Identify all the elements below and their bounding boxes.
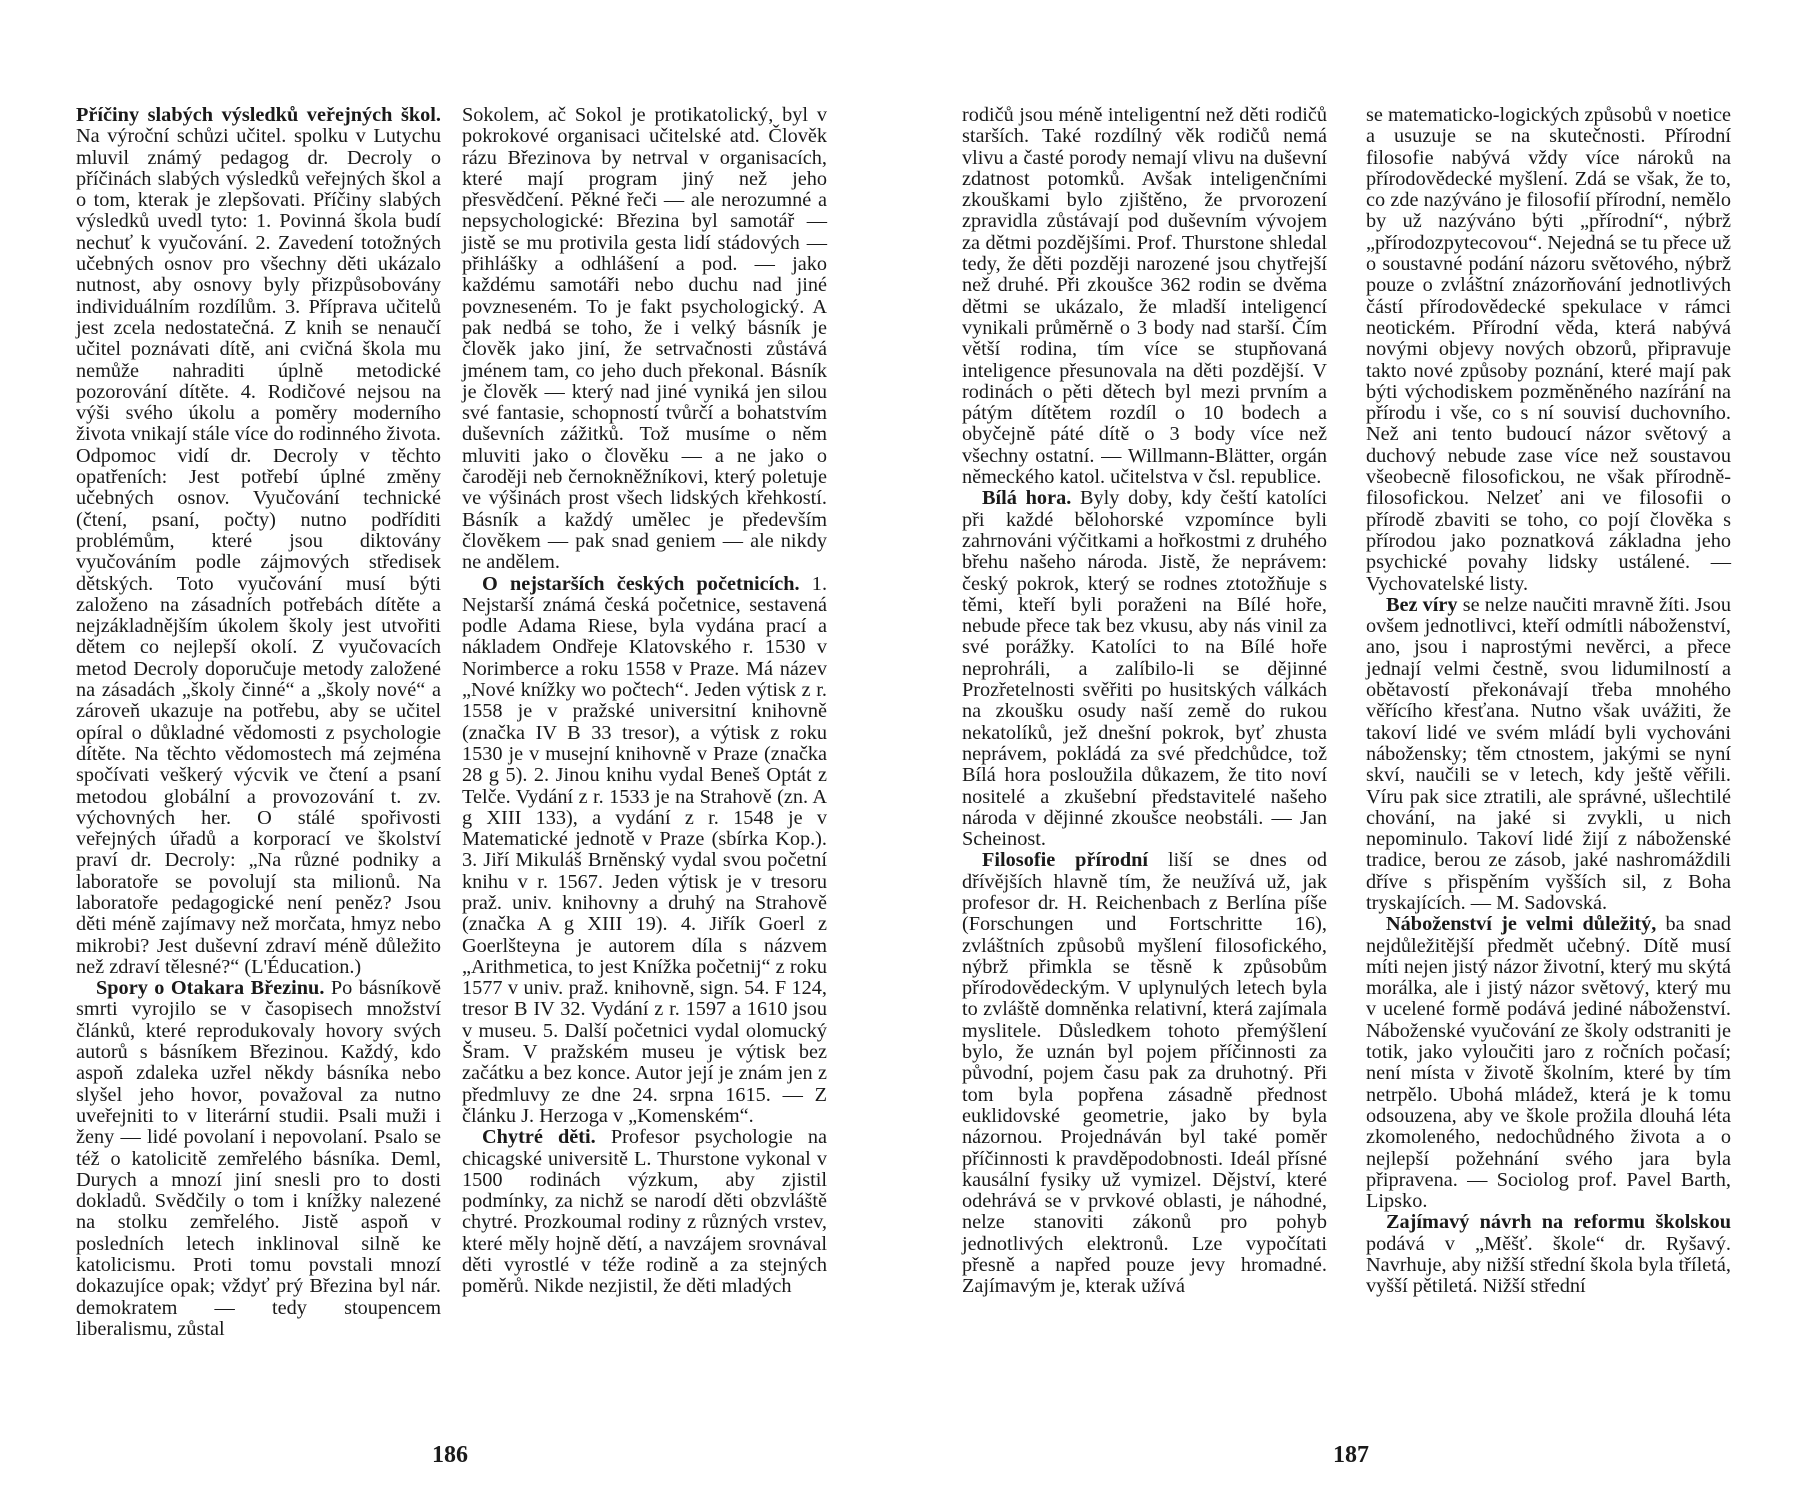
article-paragraph [76, 105, 441, 978]
article-paragraph [462, 105, 827, 574]
article-text: podává v „Měšť. škole“ dr. Ryšavý. Navrhuje, aby nižší střední škola byla tříletá, vyšší pětiletá. Nižší střední [1366, 1232, 1731, 1298]
article-text: Sokolem, ač Sokol je protikatolický, byl v pokrokové organisaci učitelské atd. Člověk rázu Březinova by netrval v organisacích, které mají program jiný než jeho přesvědčení. Pěkné řeči — ale nerozumné a nepsychologické: Březina byl samotář — jistě se mu protivila gesta lidí stádových — přihlášky a odhlášení a pod. — jako každému samotáři nebo duchu nad jiné povzneseném. To je fakt psychologický. A pak nedbá se toho, že i velký básník je člověk jako jiní, že setrvačnosti zůstává jménem tam, co jeho duch překonal. Básník je člověk — který nad jiné vyniká jen silou své fantasie, schopností tvůrčí a bohatstvím duševních zážitků. Tož musíme o něm mluviti jako o člověku — a ne jako o čaroději neb černokněžníkovi, který poletuje ve výšinách prost všech lidských křehkostí. Básník a každý umělec je především člověkem — pak snad geniem — ale nikdy ne andělem. [462, 104, 827, 574]
article-heading: Chytré děti. [482, 1126, 596, 1149]
article-heading: Zajímavý návrh na reformu školskou [1386, 1211, 1731, 1234]
article-paragraph [962, 488, 1327, 850]
article-text: se nelze naučiti mravně žíti. Jsou ovšem jednotlivci, kteří odmítli náboženství, ano, jsou i naprostými nevěrci, a přece jednají velmi čestně, svou lidumilností a obětavostí překonávají třeba mnohého věřícího křesťana. Nutno však uvážiti, že takoví lidé ve svém mládí byli vychováni nábožensky; těm ctnostem, jakými se nyní skví, naučili se v letech, kdy ještě věřili. Víru pak sice ztratili, ale správné, ušlechtilé chování, na jaké si zvykli, u nich nepominulo. Takoví lidé žijí z náboženské tradice, berou ze zásob, jaké nashromáždili dříve s přispěním vyšších sil, z Boha tryskajících. — M. Sadovská. [1366, 593, 1731, 914]
article-paragraph [962, 105, 1327, 488]
article-paragraph [76, 978, 441, 1340]
article-paragraph [462, 1127, 827, 1297]
article-heading: Filosofie přírodní [982, 849, 1149, 872]
left-page-column-1 [76, 105, 441, 1340]
left-page-column-2 [462, 105, 827, 1298]
article-text: 1. Nejstarší známá česká početnice, sestavená podle Adama Riese, byla vydána prací a nákladem Ondřeje Klatovského r. 1530 v Norimberce a roku 1558 v Praze. Má název „Nové knížky wo počtech“. Jeden výtisk z r. 1558 je v pražské universitní knihovně (značka IV B 33 tresor), a výtisk z roku 1530 je v musejní knihovně v Praze (značka 28 g 5). 2. Jinou knihu vydal Beneš Optát z Telče. Vydání z r. 1533 je na Strahově (zn. A g XIII 133), a vydání z r. 1548 je v Matematické jednotě v Praze (sbírka Kop.). 3. Jiří Mikuláš Brněnský vydal svou početní knihu v r. 1567. Jeden výtisk je v tresoru praž. univ. knihovny a druhý na Strahově (značka A g XIII 19). 4. Jiřík Goerl z Goerlšteyna je autorem díla s názvem „Arithmetica, to jest Knížka početnij“ z roku 1577 v univ. praž. knihovně, sign. 54. F 124, tresor B IV 32. Vydání z r. 1597 a 1610 jsou v museu. 5. Další početnici vydal olomucký Šram. V pražském museu je výtisk bez začátku a bez konce. Autor její je znám jen z předmluvy ze dne 24. srpna 1615. — Z článku J. Herzoga v „Komenském“. [462, 572, 828, 1127]
article-text: Na výroční schůzi učitel. spolku v Lutychu mluvil známý pedagog dr. Decroly o příčinách slabých výsledků veřejných škol a o tom, kterak je zlepšovati. Příčiny slabých výsledků uvedl tyto: 1. Povinná škola budí nechuť k vyučování. 2. Zavedení totožných učebných osnov pro všechny děti ukázalo nutnost, aby osnovy byly přizpůsobovány individuálním rozdílům. 3. Příprava učitelů jest zcela nedostatečná. Z knih se nenaučí učitel poznávati dítě, ani cvičná škola mu nemůže nahraditi úplně metodické pozorování dítěte. 4. Rodičové nejsou na výši svého úkolu a poměry moderního života vnikají stále více do rodinného života. Odpomoc vidí dr. Decroly v těchto opatřeních: Jest potřebí úplné změny učebných osnov. Vyučování technické (čtení, psaní, počty) nutno podříditi problémům, které jsou diktovány vyučováním podle zájmových středisek dětských. Toto vyučování musí býti založeno na zásadních potřebách dítěte a nejzákladnějším úkolem školy jest utvořiti dětem co nejlepší okolí. Z vyučovacích metod Decroly doporučuje metody založené na zásadách „školy činné“ a „školy nové“ a zároveň ukazuje na potřebu, aby se učitel opíral o důkladné vědomosti z psychologie dítěte. Na těchto vědomostech má zejména spočívati veškerý výcvik ve čtení a psaní metodou globální a provozování t. zv. výchovných her. O stálé spořivosti veřejných úřadů a korporací ve školství praví dr. Decroly: „Na různé podniky a laboratoře se povolují sta milionů. Na laboratoře pedagogické není peněz? Jsou děti méně zajímavy než morčata, hmyz nebo mikrobi? Jest duševní zdraví méně důležito než zdraví tělesné?“ (L'Éducation.) [76, 125, 441, 978]
article-text: Profesor psychologie na chicagské universitě L. Thurstone vykonal v 1500 rodinách výzkum, aby zjistil podmínky, za nichž se narodí děti obzvláště chytré. Prozkoumal rodiny z různých vrstev, které měly hojně dětí, a navzájem srovnával děti vyrostlé v téže rodině a za stejných poměrů. Nikde nezjistil, že děti mladých [462, 1126, 827, 1298]
article-text: rodičů jsou méně inteligentní než děti rodičů starších. Také rozdílný věk rodičů nemá vlivu a časté porody nemají vlivu na duševní zdatnost potomků. Avšak inteligenčními zkouškami bylo zjištěno, že prvorození zpravidla zůstávají pod duševním vývojem za dětmi pozdějšími. Prof. Thurstone shledal tedy, že děti později narozené jsou chytřejší než druhé. Při zkoušce 362 rodin se dvěma dětmi se ukázalo, že mladší inteligencí vynikali průměrně o 3 body nad starší. Čím větší rodina, tím více se stupňovaná inteligence přesunovala na děti pozdější. V rodinách o pěti dětech byl mezi prvním a pátým dítětem rozdíl o 10 bodech a obyčejně páté dítě o 3 body více než všechny ostatní. — Willmann-Blätter, orgán německého katol. učitelstva v čsl. republice. [962, 104, 1327, 489]
article-paragraph [462, 574, 827, 1128]
right-page-column-2 [1366, 105, 1731, 1298]
article-text: Byly doby, kdy čeští katolíci při každé bělohorské vzpomínce byli zahrnováni výčitkami a hořkostmi z druhého břehu našeho národa. Jistě, že neprávem: český pokrok, který se rodnes ztotožňuje s těmi, kteří byli poraženi na Bílé hoře, nebude přece tak bez vkusu, aby nás vinil za své porážky. Katolíci to na Bílé hoře neprohráli, a zalíbilo-li se dějinné Prozřetelnosti svěřiti po husitských válkách na zkoušku osudy naší země do rukou nekatolíků, jež dnešní pokrok, byť zhusta neprávem, pokládá za své předchůdce, tož Bílá hora posloužila důkazem, že tito noví nositelé a zkušební představitelé našeho národa v dějinné zkoušce neobstáli. — Jan Scheinost. [962, 487, 1327, 851]
article-paragraph [1366, 595, 1731, 914]
page-number: 186 [432, 1442, 468, 1468]
article-paragraph [1366, 1212, 1731, 1297]
page-number: 187 [1333, 1442, 1369, 1468]
article-text: liší se dnes od dřívějších hlavně tím, že neužívá už, jak profesor dr. H. Reichenbach z Berlína píše (Forschungen und Fortschritte 16), zvláštních způsobů myšlení filosofického, nýbrž přimkla se těsně k způsobům přírodovědeckým. V uplynulých letech byla to zvláště domněnka relativní, která zajímala myslitele. Důsledkem tohoto přemýšlení bylo, že uznán byl pojem příčinnosti za původní, pojem času pak za druhotný. Při tom byla popřena zásadně přednost euklidovské geometrie, jako by byla názornou. Projednáván byl také poměr příčinnosti k pravděpodobnosti. Ideál přísné kausální fysiky už vymizel. Dějství, které odehrává se v prvkové oblasti, je náhodné, nelze stanoviti zákonů pro pohyb jednotlivých elektronů. Lze vypočítati přesně a napřed pouze jevy hromadné. Zajímavým je, kterak užívá [962, 849, 1327, 1298]
article-heading: Náboženství je velmi důležitý, [1386, 913, 1657, 936]
article-paragraph [1366, 914, 1731, 1212]
article-paragraph [962, 850, 1327, 1297]
article-text: ba snad nejdůležitější předmět učebný. Dítě musí míti nejen jistý názor životní, který mu skýtá morálka, ale i jistý názor světový, který mu v ucelené formě podává jediné náboženství. Náboženské vyučování ze školy odstraniti je totik, jako vyloučiti jaro z ročních počasí; není místa v životě školním, které by tím netrpělo. Ubohá mládež, která je k tomu odsouzena, aby ve škole prožila dlouhá léta zkomoleného, nedochůdného života a o nejlepší požehnání svého jara byla připravena. — Sociolog prof. Pavel Barth, Lipsko. [1366, 913, 1731, 1213]
article-text: se matematicko-logických způsobů v noetice a usuzuje se na skutečnosti. Přírodní filosofie nabývá vždy více nároků na přírodovědecké myšlení. Zdá se však, že to, co zde nazýváno je filosofií přírodní, nemělo by už nazýváno býti „přírodní“, nýbrž „přírodozpytecovou“. Nejedná se tu přece už o soustavné podání názoru světového, nýbrž pouze o zvláštní znázorňování jednotlivých částí přírodovědecké spekulace v rámci neotickém. Přírodní věda, která nabývá novými objevy nových obzorů, připravuje takto nové způsoby poznání, které mají pak býti východiskem pozměněného nazírání na přírodu i vše, co s ní souvisí duchovního. Než ani tento budoucí názor světový a duchový nebude zase více než soustavou všeobecně filosofickou, ne však přírodně-filosofickou. Nelzeť ani ve filosofii o přírodě zbaviti se toho, co pojí člověka s přírodou jako poznatková základna jeho psychické povahy lidsky ustálené. — Vychovatelské listy. [1366, 104, 1731, 595]
article-heading: Spory o Otakara Březinu. [96, 977, 325, 1000]
article-heading: Bez víry [1386, 593, 1458, 616]
article-paragraph [1366, 105, 1731, 595]
article-heading: Příčiny slabých výsledků veřejných škol. [76, 104, 441, 126]
right-page-column-1 [962, 105, 1327, 1298]
article-text: Po básníkově smrti vyrojilo se v časopisech množství článků, které reprodukovaly hovory svých autorů s básníkem Březinou. Každý, kdo aspoň zdaleka uzřel někdy básníka nebo slyšel jeho hovor, považoval za nutno uveřejniti to v literární studii. Psali muži i ženy — lidé povolaní i nepovolaní. Psalo se též o katolicitě zemřelého básníka. Deml, Durych a mnozí jiní snesli pro to dosti dokladů. Svědčily o tom i knížky nalezené na stolku zemřelého. Jistě aspoň v posledních letech inklinoval silně ke katolicismu. Proti tomu povstali mnozí dokazujíce opak; vždyť prý Březina byl nár. demokratem — tedy stoupencem liberalismu, zůstal [76, 977, 441, 1340]
article-heading: O nejstarších českých početnicích. [482, 572, 800, 595]
article-heading: Bílá hora. [982, 487, 1072, 510]
